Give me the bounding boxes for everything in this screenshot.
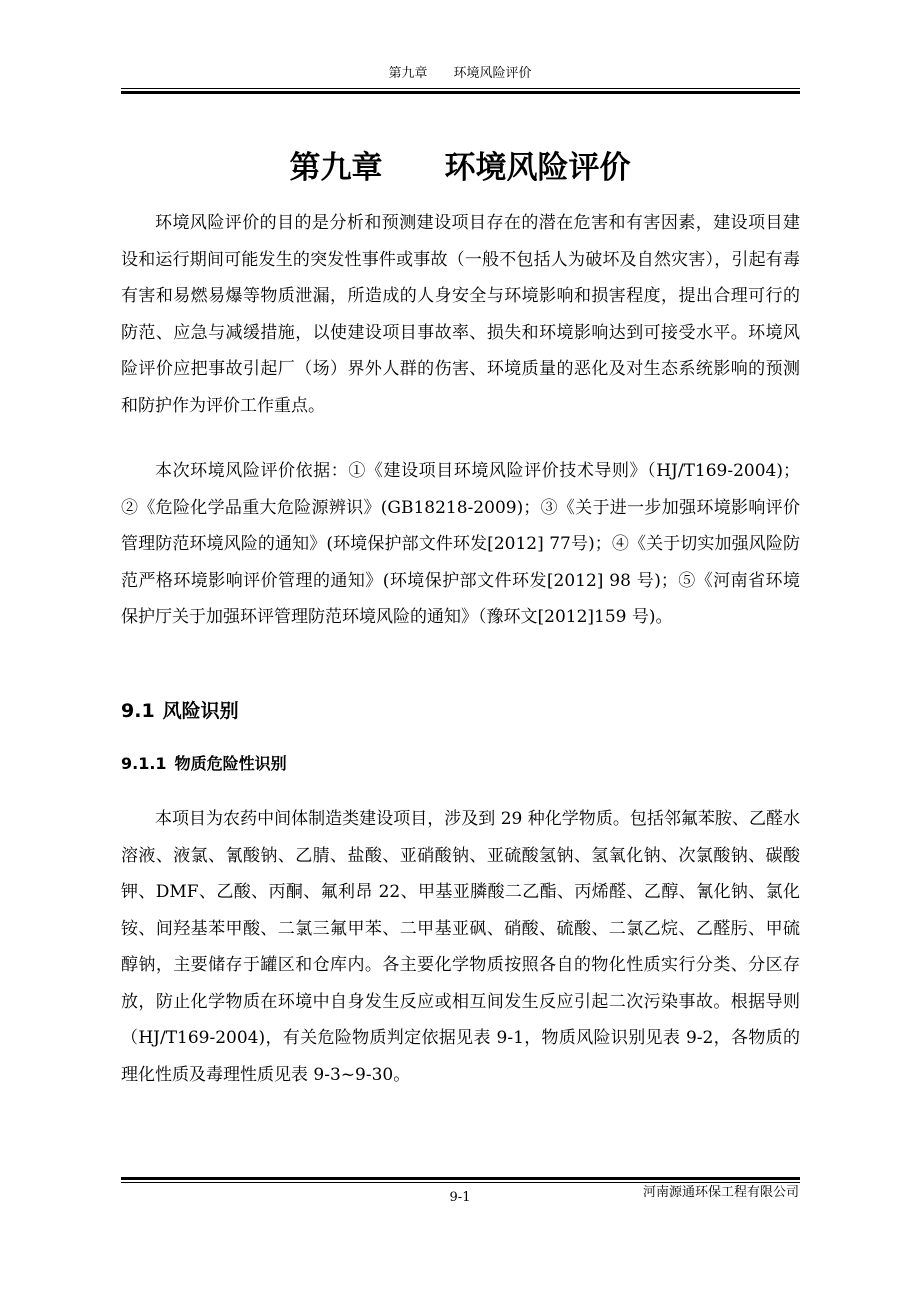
subsection-title: 物质危险性识别 xyxy=(174,754,287,773)
section-title: 风险识别 xyxy=(162,700,239,722)
page-number: 9-1 xyxy=(449,1190,471,1205)
substance-paragraph: 本项目为农药中间体制造类建设项目，涉及到 29 种化学物质。包括邻氟苯胺、乙醛水溶液、液氯、氰酸钠、乙腈、盐酸、亚硝酸钠、亚硫酸氢钠、氢氧化钠、次氯酸钠、碳酸钾、DMF、乙酸、丙酮、氟利昂 22、甲基亚膦酸二乙酯、丙烯醛、乙醇、氰化钠、氯化铵、间羟基苯甲酸、二氯三氟甲苯、二甲基亚砜、硝酸、硫酸、二氯乙烷、乙醛肟、甲硫醇钠，主要储存于罐区和仓库内。各主要化学物质按照各自的物化性质实行分类、分区存放，防止化学物质在环境中自身发生反应或相互间发生反应引起二次污染事故。根据导则（HJ/T169-2004)，有关危险物质判定依据见表 9-1，物质风险识别见表 9-2，各物质的理化性质及毒理性质见表 9-3~9-30。 xyxy=(121,809,800,1085)
footer-rule-thin xyxy=(121,1182,800,1183)
subsection-number: 9.1.1 xyxy=(121,754,167,773)
header-rule-thin xyxy=(121,88,800,89)
section-number: 9.1 xyxy=(121,700,155,722)
header-chapter-title: 第九章 环境风险评价 xyxy=(388,66,532,81)
basis-paragraph: 本次环境风险评价依据：①《建设项目环境风险评价技术导则》（HJ/T169-2004)；②《危险化学品重大危险源辨识》(GB18218-2009)；③《关于进一步加强环境影响评价管理防范环境风险的通知》(环境保护部文件环发[2012] 77号)；④《关于切实加强风险防范严格环境影响评价管理的通知》(环境保护部文件环发[2012] 98 号)；⑤《河南省环境保护厅关于加强环评管理防范环境风险的通知》（豫环文[2012]159 号)。 xyxy=(121,461,800,627)
section-heading-9-1-1 xyxy=(121,751,287,777)
chapter-title: 第九章 环境风险评价 xyxy=(289,150,631,186)
header-rule-thick xyxy=(121,91,800,94)
intro-paragraph: 环境风险评价的目的是分析和预测建设项目存在的潜在危害和有害因素，建设项目建设和运行期间可能发生的突发性事件或事故（一般不包括人为破坏及自然灾害），引起有毒有害和易燃易爆等物质泄漏，所造成的人身安全与环境影响和损害程度，提出合理可行的防范、应急与减缓措施，以使建设项目事故率、损失和环境影响达到可接受水平。环境风险评价应把事故引起厂（场）界外人群的伤害、环境质量的恶化及对生态系统影响的预测和防护作为评价工作重点。 xyxy=(121,213,800,416)
section-heading-9-1 xyxy=(121,696,239,726)
company-name: 河南源通环保工程有限公司 xyxy=(642,1185,799,1200)
footer-rule-thick xyxy=(121,1177,800,1180)
